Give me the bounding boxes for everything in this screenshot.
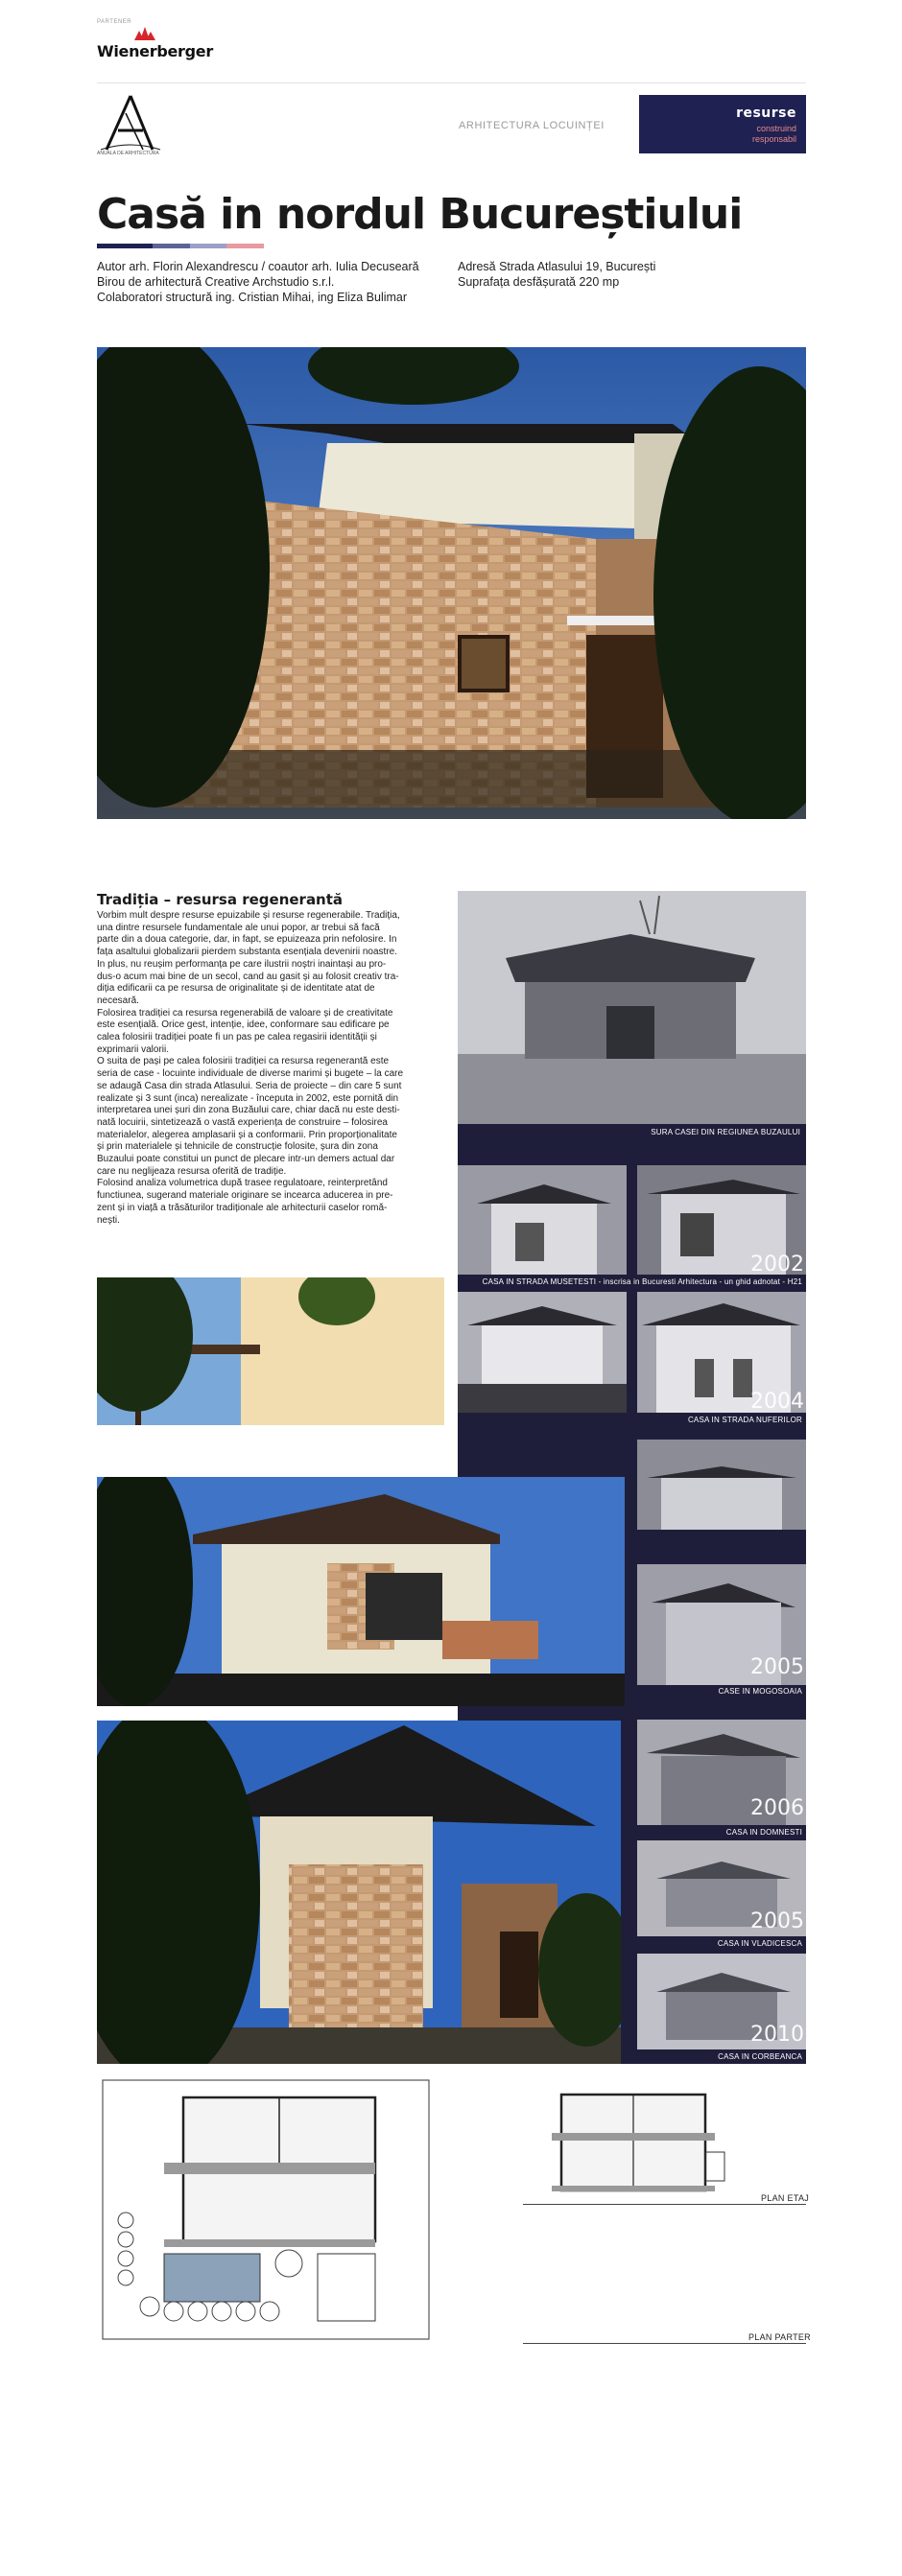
- resurse-badge[interactable]: [639, 95, 806, 153]
- house-photo-garden: [97, 1721, 621, 2064]
- title-underline: [97, 244, 264, 248]
- mogosoaia-photo-1: [637, 1440, 806, 1530]
- section-label[interactable]: ARHITECTURA LOCUINȚEI: [459, 120, 605, 131]
- resurse-badge-title: resurse: [736, 105, 796, 121]
- publication-logo-icon[interactable]: [97, 94, 164, 157]
- main-house-photo: [97, 347, 806, 819]
- sponsor-logo[interactable]: Wienerberger: [97, 42, 213, 60]
- plan-etaj-line: [523, 2204, 806, 2205]
- vladicesca-caption: CASA IN VLADICESCA: [717, 1939, 802, 1948]
- nuferilor-caption: CASA IN STRADA NUFERILOR: [687, 1416, 802, 1424]
- project-info: [458, 259, 655, 290]
- plan-parter-line: [523, 2343, 806, 2344]
- project-credits: [97, 259, 419, 305]
- mogosoaia-caption: CASE IN MOGOSOAIA: [718, 1687, 802, 1696]
- article-heading: Tradiția – resursa regenerantă: [97, 891, 344, 908]
- article-body: Vorbim mult despre resurse epuizabile și resurse regenerabile. Tradiția, una dintre resursele fundamentale ale unui popor, ar trebui să facă parte din a doua categorie, dar, in fapt, se epuizeaza prin nefolosire. In fața asaltului globalizarii pierdem substanta esențiala devenirii noastre. In plus, nu reușim performanța pe care ilustrii noștri inaintași au pro- dus-o acum mai bine de un secol, cand au gasit și au folosit creativ tra- diția edificarii ca pe resursa de originalitate și de identitate atat de necesară. Folosirea tradiției ca resursa regenerabilă de valoare și de creativitate este esențială. Orice gest, intenție, idee, conformare sau edificare pe calea folosirii tradiției poate fi un pas pe calea regasirii identității și exprimarii valorii. O suita de pași pe calea folosirii tradiției ca resursa regenerantă este seria de case - locuinte individuale de diverse marimi și bugete – la care se adaugă Casa din strada Atlasului. Seria de proiecte – din care 5 sunt realizate și 3 sunt (inca) nerealizate - începuta in 2002, este pornită din interpretarea unei șuri din zona Buzăului care, chiar dacă nu este desti- nată locuirii, sintetizează o vastă experiența de construire – folosirea materialelor, alegerea amplasarii și a conformarii. Prin proporționalitate și prin materialele și tehnicile de construcție folosite, șura din zona Buzaului poate constitui un punct de plecare intr-un demers actual dar care nu neglijeaza resursa oferită de tradiție. Folosind analiza volumetrica după trasee regulatoare, reinterpretând functiunea, sugerand materiale originare se incearca aducerea in pre- zent și in viață a trăsăturilor tradiționale ale arhitecturii caselor romă- nești.: [97, 910, 404, 1226]
- domnesti-caption: CASA IN DOMNESTI: [725, 1828, 802, 1837]
- musetesti-photo-1: [458, 1165, 627, 1275]
- plan-etaj-label: PLAN ETAJ: [761, 2193, 810, 2203]
- sponsor-label: PARTENER: [97, 19, 132, 25]
- nuferilor-photo-1: [458, 1292, 627, 1413]
- barn-photo: [458, 891, 806, 1124]
- house-photo-balcony: [97, 1477, 625, 1706]
- year-2005b: 2005: [750, 1909, 804, 1933]
- year-2006: 2006: [750, 1796, 804, 1820]
- credit-office: Birou de arhitectură Creative Archstudio s.r.l.: [97, 275, 335, 289]
- resurse-badge-subtitle: construind responsabil: [751, 124, 796, 144]
- wienerberger-roof-icon: [134, 27, 155, 40]
- credit-structure: Colaboratori structură ing. Cristian Mihai, ing Eliza Bulimar: [97, 291, 408, 304]
- plan-parter-label: PLAN PARTER: [748, 2332, 811, 2342]
- publication-logo-label: ANUALA DE ARHITECTURA: [97, 151, 159, 156]
- credit-author: Autor arh. Florin Alexandrescu / coautor arh. Iulia Decuseară: [97, 260, 419, 273]
- project-address: Adresă Strada Atlasului 19, București: [458, 260, 656, 273]
- year-2005a: 2005: [750, 1655, 804, 1679]
- project-area: Suprafața desfășurată 220 mp: [458, 275, 620, 289]
- corbeanca-caption: CASA IN CORBEANCA: [718, 2052, 802, 2061]
- page-title: Casă in nordul Bucureștiului: [97, 190, 743, 239]
- year-2010: 2010: [750, 2023, 804, 2047]
- musetesti-caption: CASA IN STRADA MUSETESTI - inscrisa in Bucuresti Arhitectura - un ghid adnotat - H21: [482, 1277, 802, 1286]
- year-2002: 2002: [750, 1253, 804, 1276]
- barn-caption: SURA CASEI DIN REGIUNEA BUZAULUI: [651, 1128, 800, 1136]
- plan-etaj-drawing: [523, 2085, 757, 2206]
- year-2004: 2004: [750, 1390, 804, 1414]
- divider: [97, 82, 806, 83]
- plan-parter-drawing: [97, 2076, 442, 2345]
- pergola-photo: [97, 1277, 444, 1425]
- article: [97, 891, 446, 1227]
